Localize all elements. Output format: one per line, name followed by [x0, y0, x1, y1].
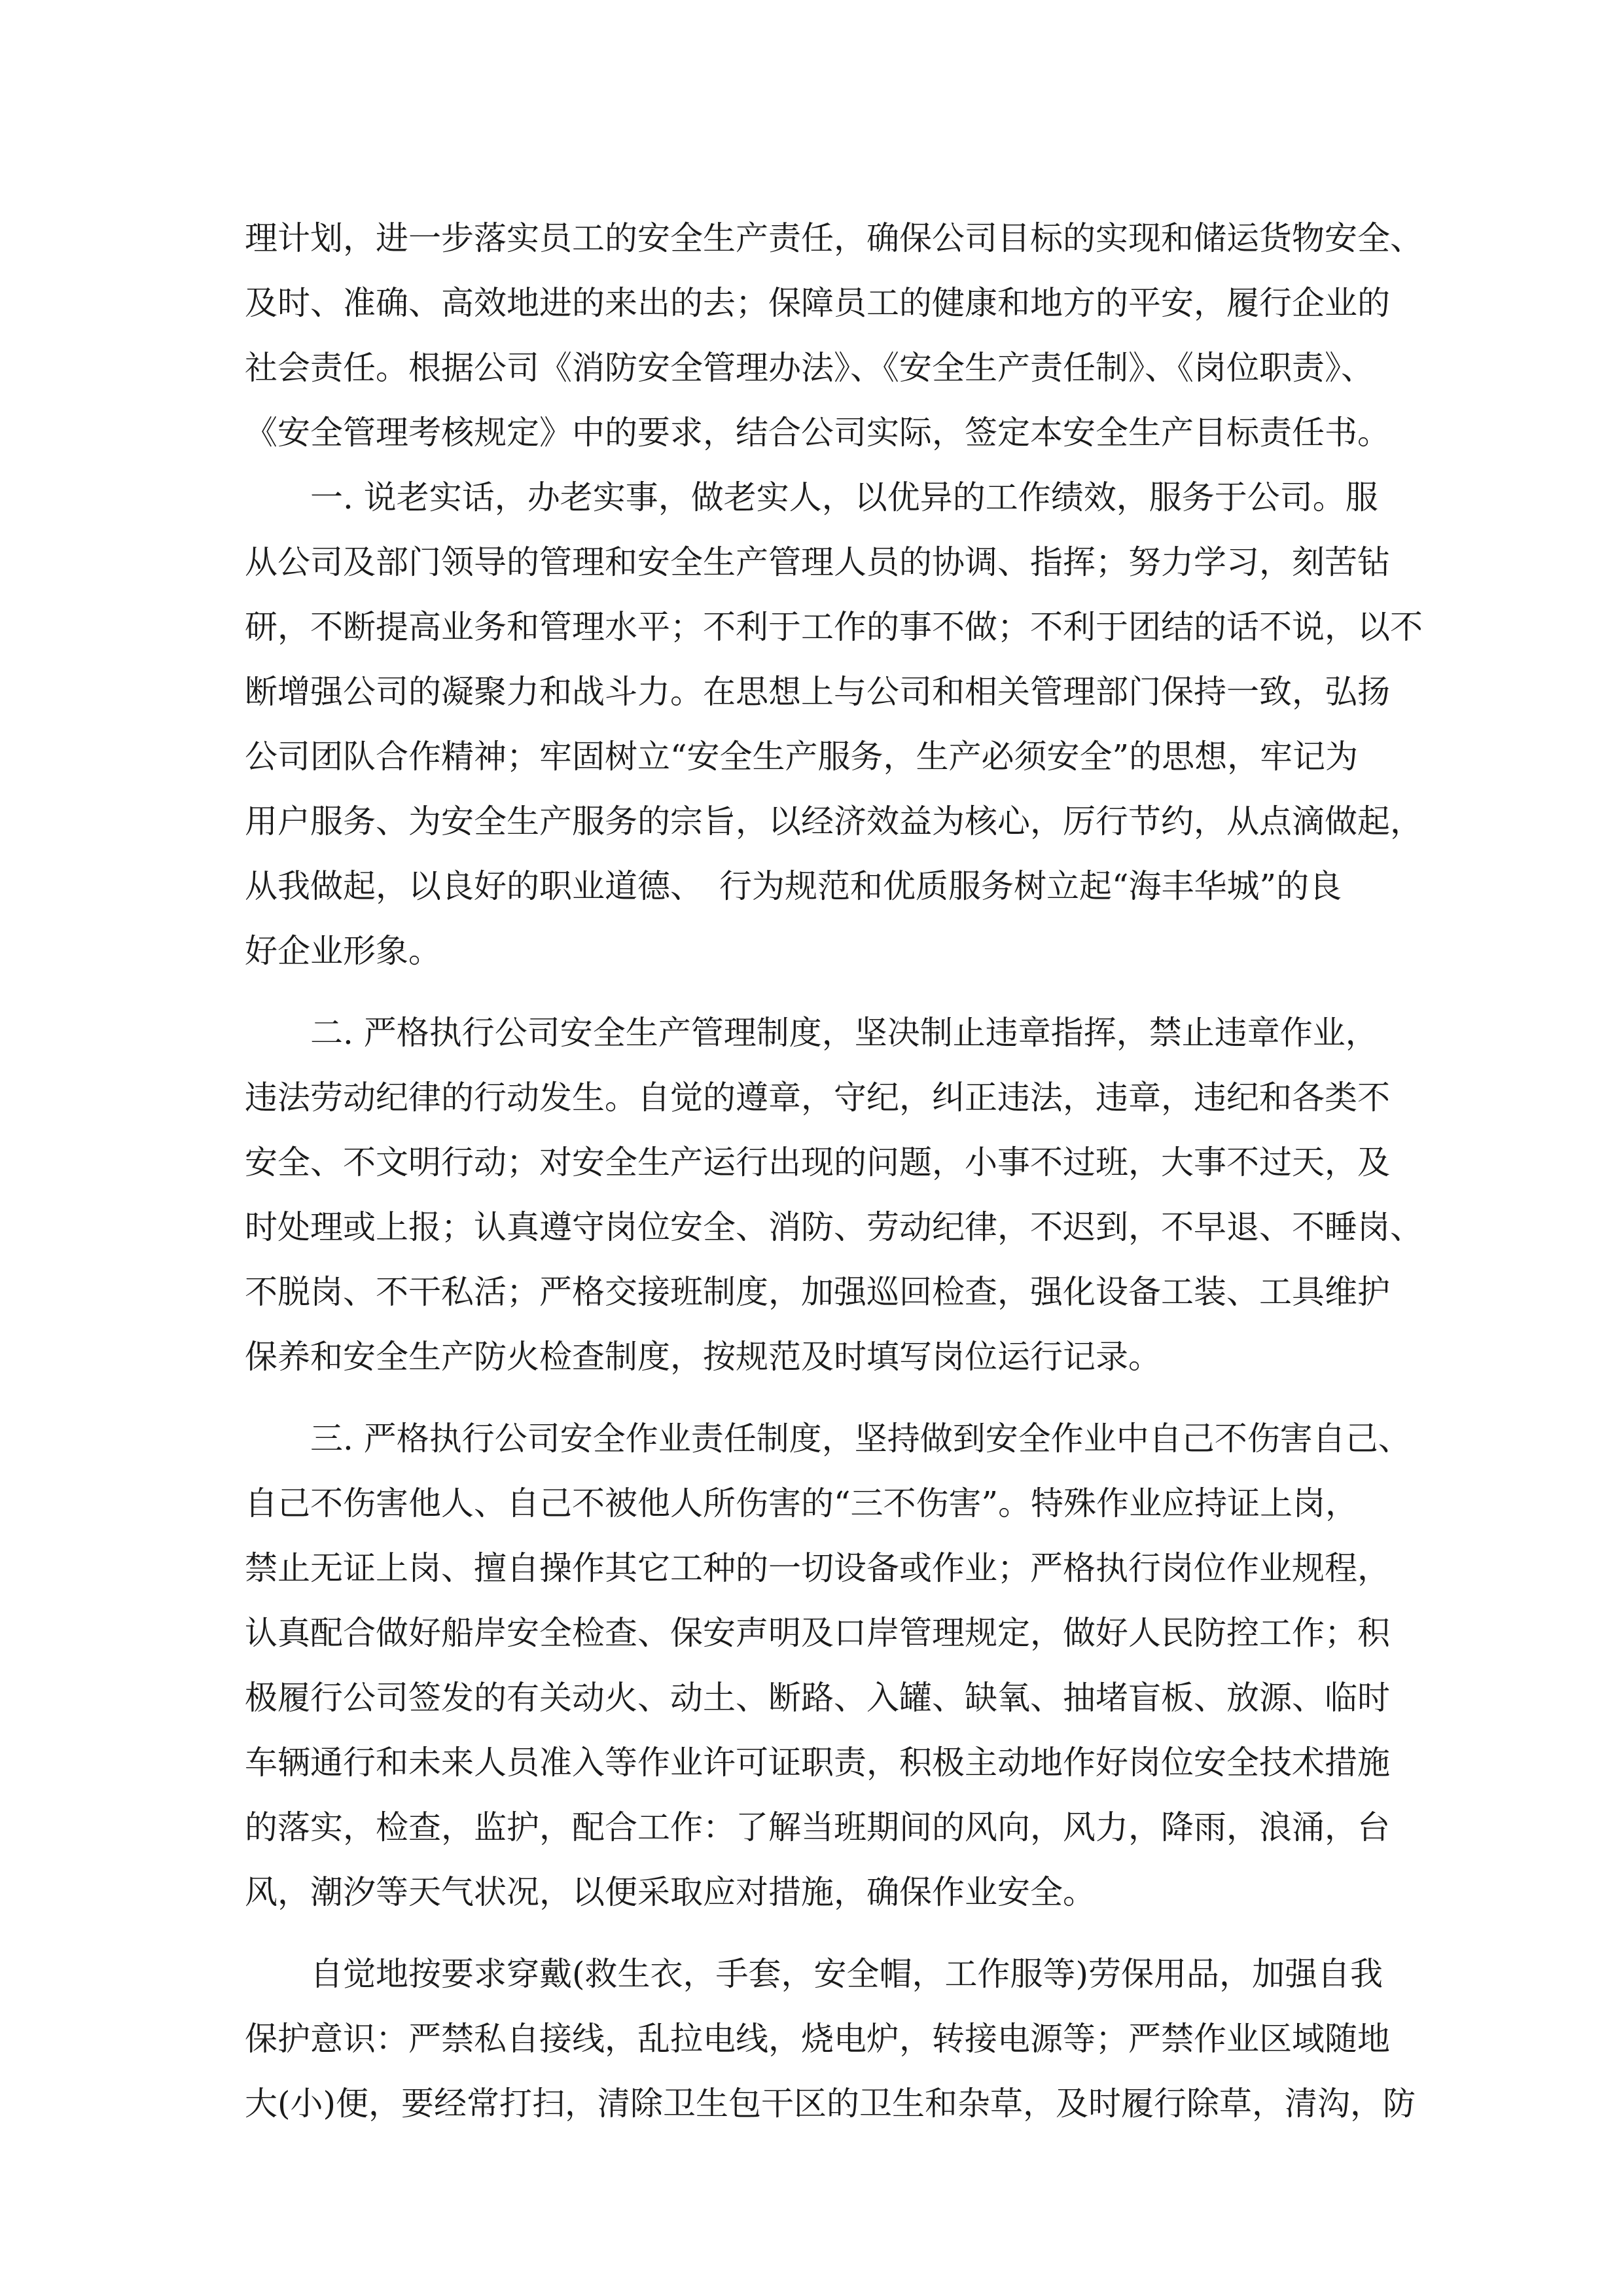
- text-line: 从公司及部门领导的管理和安全生产管理人员的协调、指挥；努力学习，刻苦钻: [245, 543, 1390, 581]
- paragraph-section-1: [245, 465, 1423, 984]
- text-line: 极履行公司签发的有关动火、动土、断路、入罐、缺氧、抽堵盲板、放源、临时: [245, 1679, 1390, 1717]
- text-line: 及时、准确、高效地进的来出的去；保障员工的健康和地方的平安，履行企业的: [245, 284, 1390, 322]
- text-line: 风，潮汐等天气状况，以便采取应对措施，确保作业安全。: [245, 1873, 1096, 1911]
- text-line: 断增强公司的凝聚力和战斗力。在思想上与公司和相关管理部门保持一致，弘扬: [245, 673, 1390, 711]
- text-line: 保养和安全生产防火检查制度，按规范及时填写岗位运行记录。: [245, 1338, 1161, 1376]
- text-line: 用户服务、为安全生产服务的宗旨，以经济效益为核心，厉行节约，从点滴做起，: [245, 802, 1423, 840]
- text-line: 车辆通行和未来人员准入等作业许可证职责，积极主动地作好岗位安全技术措施: [245, 1744, 1390, 1782]
- paragraph-spacer: [245, 984, 1397, 1001]
- text-line: 不脱岗、不干私活；严格交接班制度，加强巡回检查，强化设备工装、工具维护: [245, 1273, 1390, 1311]
- text-line: 禁止无证上岗、擅自操作其它工种的一切设备或作业；严格执行岗位作业规程，: [245, 1549, 1390, 1587]
- text-line: 二. 严格执行公司安全生产管理制度，坚决制止违章指挥，禁止违章作业，: [245, 1014, 1378, 1052]
- document-body: [245, 206, 1423, 2136]
- text-line: 保护意识：严禁私自接线，乱拉电线，烧电炉，转接电源等；严禁作业区域随地: [245, 2020, 1390, 2058]
- text-line: 的落实，检查，监护，配合工作：了解当班期间的风向，风力，降雨，浪涌，台: [245, 1808, 1390, 1846]
- paragraph-spacer: [245, 1925, 1397, 1942]
- text-line: 从我做起，以良好的职业道德、 行为规范和优质服务树立起“海丰华城”的良: [245, 867, 1342, 905]
- paragraph-section-3: [245, 1407, 1411, 1925]
- paragraph-protective-gear: [245, 1942, 1416, 2136]
- text-line: 研，不断提高业务和管理水平；不利于工作的事不做；不利于团结的话不说，以不: [245, 608, 1423, 646]
- text-line: 理计划，进一步落实员工的安全生产责任，确保公司目标的实现和储运货物安全、: [245, 219, 1423, 257]
- paragraph-intro: [245, 206, 1423, 465]
- text-line: 大(小)便，要经常打扫，清除卫生包干区的卫生和杂草，及时履行除草，清沟，防: [245, 2085, 1416, 2123]
- text-line: 自觉地按要求穿戴(救生衣，手套，安全帽，工作服等)劳保用品，加强自我: [245, 1955, 1383, 1993]
- paragraph-section-2: [245, 1001, 1423, 1390]
- paragraph-spacer: [245, 1390, 1397, 1407]
- text-line: 时处理或上报；认真遵守岗位安全、消防、劳动纪律，不迟到，不早退、不睡岗、: [245, 1208, 1423, 1246]
- text-line: 公司团队合作精神；牢固树立“安全生产服务，生产必须安全”的思想，牢记为: [245, 738, 1359, 776]
- text-line: 违法劳动纪律的行动发生。自觉的遵章，守纪，纠正违法，违章，违纪和各类不: [245, 1079, 1390, 1117]
- text-line: 安全、不文明行动；对安全生产运行出现的问题，小事不过班，大事不过天，及: [245, 1143, 1390, 1181]
- text-line: 一. 说老实话，办老实事，做老实人，以优异的工作绩效，服务于公司。服: [245, 478, 1378, 516]
- text-line: 三. 严格执行公司安全作业责任制度，坚持做到安全作业中自己不伤害自己、: [245, 1420, 1411, 1458]
- text-line: 好企业形象。: [245, 932, 441, 970]
- text-line: 社会责任。根据公司《消防安全管理办法》、《安全生产责任制》、《岗位职责》、: [245, 349, 1374, 387]
- text-line: 《安全管理考核规定》中的要求，结合公司实际，签定本安全生产目标责任书。: [245, 414, 1390, 452]
- text-line: 认真配合做好船岸安全检查、保安声明及口岸管理规定，做好人民防控工作；积: [245, 1614, 1390, 1652]
- text-line: 自己不伤害他人、自己不被他人所伤害的“三不伤害”。特殊作业应持证上岗，: [245, 1484, 1359, 1522]
